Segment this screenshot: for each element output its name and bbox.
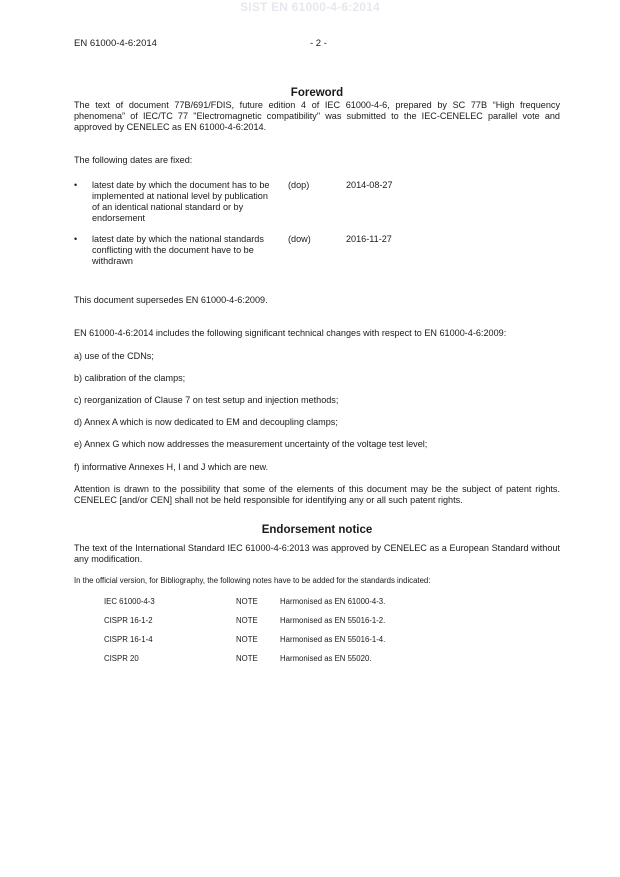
bibliography-intro: In the official version, for Bibliography, the following notes have to be added for the standards indicated: (74, 575, 431, 585)
dates-intro: The following dates are fixed: (74, 154, 193, 165)
page-number: - 2 - (310, 38, 327, 49)
note-standard: CISPR 16-1-4 (104, 634, 153, 644)
foreword-intro: The text of document 77B/691/FDIS, future edition 4 of IEC 61000-4-6, prepared by SC 77B “High frequency phenomena” of IEC/TC 77 "Electromagnetic compatibility" was submitted to the IEC-CENELEC parallel vote and approved by CENELEC as EN 61000-4-6:2014. (74, 100, 560, 133)
date-item-dop (74, 180, 560, 225)
changes-list (74, 351, 560, 473)
note-text: Harmonised as EN 55016-1-4. (280, 634, 386, 644)
dates-list (74, 180, 560, 267)
document-body (74, 86, 560, 672)
endorsement-text: The text of the International Standard IEC 61000-4-6:2013 was approved by CENELEC as a European Standard without any modification. (74, 543, 560, 565)
bullet-icon: • (74, 233, 78, 244)
note-text: Harmonised as EN 55016-1-2. (280, 615, 386, 625)
note-standard: IEC 61000-4-3 (104, 596, 155, 606)
list-item: b) calibration of the clamps; (74, 372, 186, 383)
changes-intro: EN 61000-4-6:2014 includes the following significant technical changes with respect to EN 61000-4-6:2009: (74, 328, 507, 339)
list-item: d) Annex A which is now dedicated to EM and decoupling clamps; (74, 417, 338, 428)
bullet-icon: • (74, 179, 78, 190)
date-item-dow (74, 234, 560, 268)
endorsement-title: Endorsement notice (261, 524, 373, 537)
date-description: latest date by which the national standards conflicting with the document have to be withdrawn (92, 233, 264, 267)
list-item: c) reorganization of Clause 7 on test setup and injection methods; (74, 395, 339, 406)
table-row (104, 596, 560, 615)
bibliography-notes (104, 596, 560, 672)
document-id: EN 61000-4-6:2014 (74, 38, 157, 49)
table-row (104, 615, 560, 634)
watermark: SIST EN 61000-4-6:2014 (240, 0, 380, 14)
date-value: 2016-11-27 (346, 233, 392, 244)
table-row (104, 634, 560, 653)
date-description: latest date by which the document has to be implemented at national level by publication of an identical national standard or by endorsement (92, 179, 270, 224)
table-row (104, 653, 560, 672)
supersedes-text: This document supersedes EN 61000-4-6:2009. (74, 295, 268, 306)
date-abbreviation: (dow) (288, 233, 311, 244)
note-label: NOTE (236, 596, 258, 606)
patent-notice: Attention is drawn to the possibility that some of the elements of this document may be the subject of patent rights. CENELEC [and/or CEN] shall not be held responsible for identifying any or all such patent rights. (74, 483, 560, 506)
note-standard: CISPR 16-1-2 (104, 615, 153, 625)
note-label: NOTE (236, 634, 258, 644)
list-item: a) use of the CDNs; (74, 350, 154, 361)
note-standard: CISPR 20 (104, 653, 139, 663)
list-item: f) informative Annexes H, I and J which are new. (74, 461, 269, 472)
note-text: Harmonised as EN 61000-4-3. (280, 596, 386, 606)
note-text: Harmonised as EN 55020. (280, 653, 372, 663)
date-value: 2014-08-27 (346, 179, 393, 190)
note-label: NOTE (236, 615, 258, 625)
date-abbreviation: (dop) (288, 179, 310, 190)
note-label: NOTE (236, 653, 258, 663)
list-item: e) Annex G which now addresses the measurement uncertainty of the voltage test level; (74, 439, 428, 450)
foreword-title: Foreword (290, 87, 344, 99)
